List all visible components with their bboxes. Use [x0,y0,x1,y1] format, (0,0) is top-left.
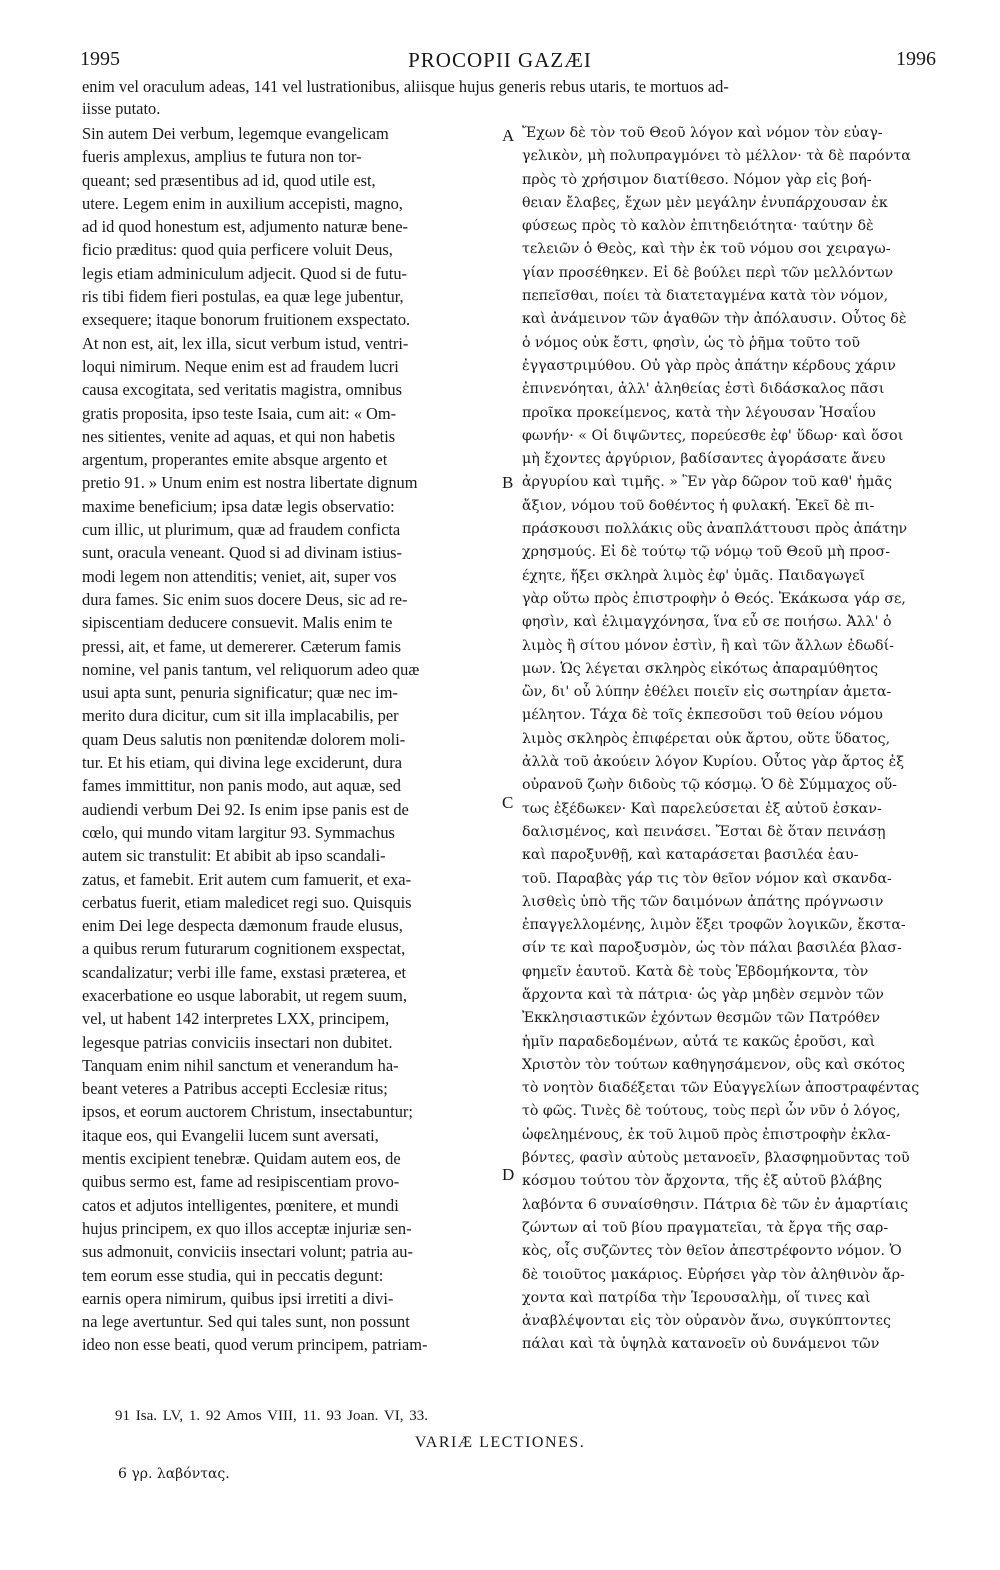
latin-text-line: ideo non esse beati, quod verum principem, patriam- [82,1335,428,1355]
latin-text-line: quibus sermo est, fame ad resipiscentiam provo- [82,1172,400,1192]
greek-text-line: τὸ νοητὸν διαδέξεται τῶν Εὐαγγελίων ἀποστραφέντας [522,1080,920,1097]
margin-marker-b: B [502,473,514,492]
latin-text-line: mentis excipient tenebræ. Quidam autem eos, de [82,1149,401,1169]
latin-text-line: fueris amplexus, amplius te futura non tor- [82,147,362,167]
greek-text-line: έχητε, ἥξει σκληρὰ λιμὸς ἐφ' ὑμᾶς. Παιδαγωγεῖ [522,567,866,584]
greek-text-line: μέλητον. Τάχα δὲ τοῖς ἐκπεσοῦσι τοῦ θείου νόμου [522,707,883,724]
greek-text-line: καὶ παροξυνθῇ, καὶ καταράσεται βασιλέα ἑαυ- [522,847,859,864]
latin-text-line: earnis opera nimirum, quibus ipsi irretiti a divi- [82,1288,394,1308]
latin-text-line: a quibus rerum futurarum cognitionem exspectat, [82,939,406,959]
latin-text-line: catos et adjutos intelligentes, pœnitere, et mundi [82,1195,399,1215]
greek-text-line: φωνήν· « Οἱ διψῶντες, πορεύεσθε ἐφ' ὕδωρ· καὶ ὅσοι [522,427,904,444]
page-number-left: 1995 [80,48,120,70]
latin-text-line: Sin autem Dei verbum, legemque evangelicam [82,124,389,143]
latin-text-line: ipsos, et eorum auctorem Christum, insectabuntur; [82,1102,413,1122]
variae-lectiones-heading: VARIÆ LECTIONES. [414,1434,586,1451]
latin-text-line: queant; sed præsentibus ad id, quod utile est, [82,170,376,190]
latin-text-line: itaque eos, qui Evangelii lucem sunt aversati, [82,1125,379,1145]
latin-text-line: exsequere; itaque bonorum fruitionem exspectato. [82,310,411,330]
margin-marker-c: C [502,793,514,812]
latin-text-line: beant veteres a Patribus accepti Ecclesiæ ritus; [82,1079,388,1099]
greek-text-line: ἀργυρίου καὶ τιμῆς. » Ἓν γὰρ δῶρον τοῦ καθ' ἡμᾶς [522,474,893,491]
latin-text-line: cum illic, ut plurimum, quæ ad fraudem conficta [82,520,401,540]
latin-text-line: ris tibi fidem fieri postulas, ea quæ lege jubentur, [82,287,404,307]
greek-text-line: Χριστὸν τὸν τούτων καθηγησάμενον, οὓς καὶ σκότος [522,1056,905,1073]
margin-marker-d: D [502,1165,515,1184]
greek-text-line: τὸ φῶς. Τινὲς δὲ τούτους, τοὺς περὶ ὧν νῦν ὁ λόγος, [522,1103,901,1120]
variant-reading-note: 6 γρ. λαβόντας. [118,1466,230,1482]
latin-text-line: sus admonuit, conviciis insectari volunt; patria au- [82,1242,413,1262]
latin-text-line: scandalizatur; verbi ille fame, exstasi præterea, et [82,962,407,982]
latin-text-line: enim Dei lege despecta dæmonum fraude elusus, [82,916,403,936]
latin-text-line: nes sitientes, venite ad aquas, et qui non habetis [82,426,396,446]
greek-text-line: κὸς, οἷς συζῶντες τὸν θεῖον ἀπεστρέφοντο νόμον. Ὁ [522,1243,902,1260]
latin-column [82,122,492,1357]
latin-text-line: ficio præditus: quod quia perficere voluit Deus, [82,240,393,260]
latin-text-line: cerbatus fuerit, etiam maledicet regi suo. Quisquis [82,892,412,912]
latin-text-line: legesque patrias conviciis insectari non dubitet. [82,1032,393,1052]
latin-text-line: nomine, vel panis tantum, vel reliquorum adeo quæ [82,659,420,679]
latin-text-line: fames immittitur, non panis modo, aut aquæ, sed [82,776,401,796]
greek-text-line: ὢν, δι' οὗ λύπην ἐθέλει ποιεῖν εἰς σωτηρίαν ἀμετα- [522,684,892,701]
greek-text-line: φύσεως πρὸς τὸ καλὸν ἐπιτηδειότητα· ταύτην δὲ [522,218,874,235]
latin-text-line: exacerbatione eo usque laborabit, ut regem suum, [82,985,407,1005]
greek-text-line: ἡμῖν παραδεδομένων, αὐτά τε κακῶς ἐροῦσι, καὶ [522,1033,876,1050]
greek-column [522,122,937,1357]
latin-text-line: zatus, et famebit. Erit autem cum famuerit, et exa- [82,869,412,889]
latin-text-line: sipiscentiam deducere consuevit. Malis enim te [82,613,393,633]
page-number-right: 1996 [896,48,936,70]
greek-text-line: μὴ ἔχοντες ἀργύριον, βαδίσαντες ἀγοράσατε ἄνευ [522,451,886,468]
latin-text-line: tem eorum esse studia, qui in peccatis degunt: [82,1265,384,1285]
latin-text-line: autem sic transtulit: Et abibit ab ipso scandali- [82,846,386,866]
greek-text-line: ὁ νόμος οὐκ ἔστι, φησὶν, ὡς τὸ ῥῆμα τοῦτο τοῦ [522,334,861,351]
latin-text-line: maxime beneficium; ipsa datæ legis observatio: [82,496,395,516]
greek-text-line: ἐπινενόηται, ἀλλ' ἀληθείας ἐστὶ διδάσκαλος πᾶσι [522,381,885,398]
greek-text-line: ἄξιον, νόμου τοῦ δοθέντος ἡ φυλακή. Ἐκεῖ δὲ πι- [522,497,875,514]
latin-text-line: merito dura dicitur, cum sit illa implacabilis, per [82,706,399,726]
latin-text-line: na lege avertuntur. Sed qui tales sunt, non possunt [82,1312,410,1332]
greek-text-line: γίαν προσέθηκεν. Εἰ δὲ βούλει περὶ τῶν μελλόντων [522,264,894,281]
latin-text-line: At non est, ait, lex illa, sicut verbum istud, ventri- [82,333,409,353]
latin-text-line: pretio 91. » Unum enim est nostra libertate dignum [82,473,418,493]
greek-text-line: δὲ τοιοῦτος μακάριος. Εὑρήσει γὰρ τὸν ἀληθινὸν ἄρ- [522,1266,905,1283]
greek-text-line: κόσμου τούτου τὸν ἄρχοντα, τῆς ἐξ αὐτοῦ βλάβης [522,1173,883,1190]
greek-text-line: ζώντων αἱ τοῦ βίου πραγματεῖαι, τὰ ἔργα τῆς σαρ- [522,1219,889,1236]
greek-text-line: δαλισμένος, καὶ πεινάσει. Ἔσται δὲ ὅταν πεινάσῃ [522,823,886,840]
latin-text-line: vel, ut habent 142 interpretes LXX, principem, [82,1009,390,1029]
greek-text-line: προῖκα προκείμενος, κατὰ τὴν λέγουσαν Ἡσαΐου [522,404,876,421]
greek-text-line: καὶ ἀνάμεινον τῶν ἀγαθῶν τὴν ἀπόλαυσιν. Οὗτος δὲ [522,311,907,328]
greek-text-line: θειαν ἔλαβες, ἔχων μὲν μεγάλην ἐνυπάρχουσαν ἐκ [522,194,888,211]
latin-text-line: usui apta sunt, penuria significatur; quæ nec im- [82,683,398,703]
greek-text-line: βόντες, φασὶν αὐτοὺς μετανοεῖν, βλασφημοῦντας τοῦ [522,1150,910,1167]
greek-text-line: πεπεῖσθαι, ποίει τὰ διατεταγμένα κατὰ τὸν νόμον, [522,288,889,305]
latin-text-line: argentum, properantes emite absque argento et [82,450,388,470]
greek-text-line: ἐπαγγελλομένης, λιμὸν ἕξει τροφῶν λογικῶν, ἔκστα- [522,917,906,934]
greek-text-line: Ἔχων δὲ τὸν τοῦ Θεοῦ λόγον καὶ νόμον τὸν εὐαγ- [522,125,883,141]
greek-text-line: λισθεὶς ὑπὸ τῆς τῶν δαιμόνων ἀπάτης πρόγνωσιν [522,893,884,910]
greek-text-line: τως ἐξέδωκεν· Καὶ παρελεύσεται ἐξ αὐτοῦ ἐσκαν- [522,800,882,817]
footnotes: 91 Isa. LV, 1. 92 Amos VIII, 11. 93 Joan. VI, 33. [115,1408,428,1424]
latin-text-line: quam Deus salutis non pœnitendæ dolorem moli- [82,729,406,749]
latin-text-line: gratis proposita, ipso teste Isaia, cum ait: « Om- [82,403,397,423]
margin-marker-a: A [502,126,515,145]
greek-text-line: ὠφελημένους, ἐκ τοῦ λιμοῦ πρὸς ἐπιστροφὴν ἐκλα- [522,1126,891,1143]
latin-text-line: ad id quod honestum est, adjumento naturæ bene- [82,217,408,237]
latin-text-line: sunt, oracula veneant. Quod si ad divinam istius- [82,543,403,563]
greek-text-line: γελικὸν, μὴ πολυπραγμόνει τὸ μέλλον· τὰ δὲ παρόντα [522,148,911,165]
greek-text-line: οὐρανοῦ ζωὴν διδοὺς τῷ κόσμῳ. Ὁ δὲ Σύμμαχος οὕ- [522,777,897,794]
latin-text-line: tur. Et his etiam, qui divina lege exciderunt, dura [82,753,402,773]
greek-text-line: πράσκουσι πολλάκις οὓς ἀναπλάττουσι πρὸς ἀπάτην [522,521,908,538]
greek-text-line: τοῦ. Παραβὰς γάρ τις τὸν θεῖον νόμον καὶ σκανδα- [522,870,892,887]
greek-text-line: Ἐκκλησιαστικῶν ἐχόντων θεσμῶν τῶν Πατρόθεν [522,1010,881,1027]
latin-text-line: dura fames. Sic enim suos docere Deus, sic ad re- [82,589,408,609]
greek-text-line: λιμὸς σκληρὸς ἐπιφέρεται οὐκ ἄρτου, οὔτε ὕδατος, [522,730,891,747]
latin-text-line: utere. Legem enim in auxilium accepisti, magno, [82,193,403,213]
latin-text-line: hujus principem, ex quo illos acceptæ injuriæ sen- [82,1218,412,1238]
greek-text-line: λαβόντα 6 συναίσθησιν. Πάτρια δὲ τῶν ἐν ἁμαρτίαις [522,1196,909,1213]
text-line: enim vel oraculum adeas, 141 vel lustrationibus, aliisque hujus generis rebus utaris, te mortuos ad- [82,77,729,96]
greek-text-line: φησὶν, καὶ ἐλιμαγχόνησα, ἵνα εὖ σε ποιήσω. Ἀλλ' ὁ [522,614,892,631]
greek-text-line: μων. Ὡς λέγεται σκληρὸς εἰκότως ἀπαραμύθητος [522,660,879,677]
greek-text-line: πρὸς τὸ χρήσιμον διατίθεσο. Νόμον γὰρ εἰς βοή- [522,171,872,188]
latin-text-line: causa excogitata, sed veritatis magistra, omnibus [82,380,402,400]
greek-text-line: λιμὸς ἢ σίτου μόνον ἐστὶν, ἢ καὶ τῶν ἄλλων ἐδωδί- [522,637,894,654]
greek-text-line: γὰρ οὕτω πρὸς ἐπιστροφὴν ὁ Θεός. Ἐκάκωσα γάρ σε, [522,590,906,607]
greek-text-line: χρησμούς. Εἰ δὲ τούτῳ τῷ νόμῳ τοῦ Θεοῦ μὴ προσ- [522,544,891,561]
top-continuation-text [82,76,934,120]
text-line: iisse putato. [82,99,161,118]
greek-text-line: ἐγγαστριμύθου. Οὐ γὰρ πρὸς ἀπάτην κέρδους χάριν [522,357,896,374]
greek-text-line: τελειῶν ὁ Θεὸς, καὶ τὴν ἐκ τοῦ νόμου σοι χειραγω- [522,241,891,258]
greek-text-line: σίν τε καὶ παροξυσμὸν, ὡς τὸν πάλαι βασιλέα βλασ- [522,940,902,957]
greek-text-line: φημεῖν ἑαυτοῦ. Κατὰ δὲ τοὺς Ἑβδομήκοντα, τὸν [522,963,869,980]
greek-text-line: ἀναβλέψονται εἰς τὸν οὐρανὸν ἄνω, συγκύπτοντες [522,1313,891,1330]
latin-text-line: modi legem non attenditis; veniet, ait, super vos [82,566,397,586]
greek-text-line: ἄρχοντα καὶ τὰ πάτρια· ὡς γὰρ μηδὲν σεμνὸν τῶν [522,986,884,1003]
latin-text-line: cœlo, qui mundo vitam largitur 93. Symmachus [82,822,395,842]
latin-text-line: pressi, ait, et fame, ut demererer. Cæterum famis [82,636,402,656]
latin-text-line: legis etiam adminiculum adjecit. Quod si de futu- [82,263,408,283]
page-header [0,48,1000,74]
latin-text-line: Tanquam enim nihil sanctum et venerandum ha- [82,1055,399,1075]
greek-text-line: πάλαι καὶ τὰ ὑψηλὰ κατανοεῖν οὐ δυνάμενοι τῶν [522,1336,880,1353]
latin-text-line: loqui nimirum. Neque enim est ad fraudem lucri [82,356,399,376]
running-title: PROCOPII GAZÆI [408,48,592,72]
greek-text-line: ἀλλὰ τοῦ ἀκούειν λόγον Κυρίου. Οὗτος γὰρ ἄρτος ἐξ [522,754,905,771]
latin-text-line: audiendi verbum Dei 92. Is enim ipse panis est de [82,799,409,819]
greek-text-line: χοντα καὶ πατρίδα τὴν Ἱερουσαλὴμ, οἵ τινες καὶ [522,1289,871,1306]
